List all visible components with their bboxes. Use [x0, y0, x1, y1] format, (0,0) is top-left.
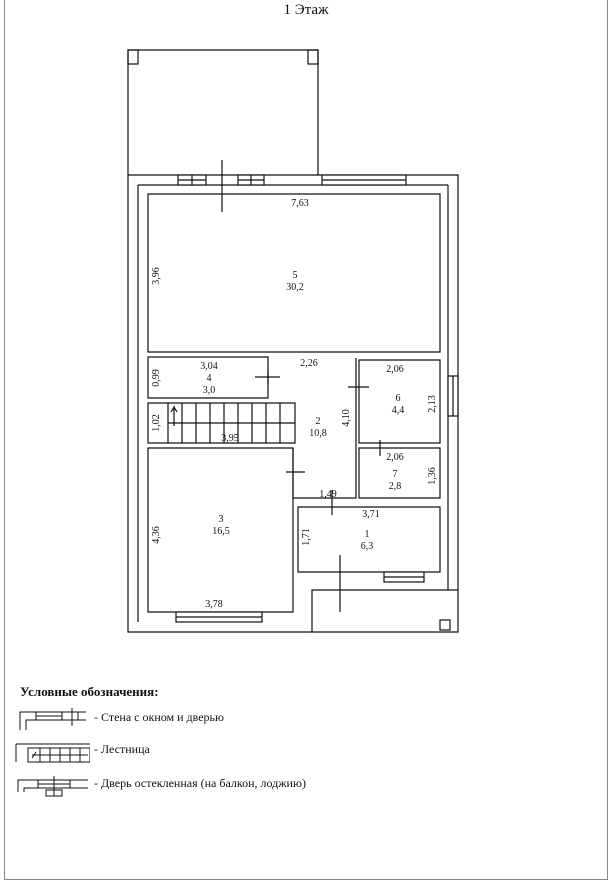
glazed-door-symbol — [14, 770, 90, 798]
room-6-number: 6 — [395, 393, 401, 404]
room-2-area: 10,8 — [309, 428, 327, 439]
dimension-label: 0,99 — [151, 369, 162, 387]
room-5-area: 30,2 — [286, 282, 304, 293]
room-2-number: 2 — [315, 416, 321, 427]
dimension-label: 2,13 — [427, 395, 438, 413]
dimension-label: 3,96 — [151, 267, 162, 285]
legend-item-glazed-door — [14, 770, 306, 798]
window-room-6 — [448, 376, 458, 416]
dimension-label: 3,71 — [362, 509, 380, 520]
window-top-left — [178, 175, 206, 185]
room-4-area: 3,0 — [202, 385, 216, 396]
room-6-area: 4,4 — [391, 405, 405, 416]
terrace — [128, 50, 318, 175]
dimension-label: 4,36 — [151, 526, 162, 544]
legend-title: Условные обозначения: — [20, 684, 159, 699]
legend-item-wall — [14, 704, 224, 732]
room-1-area: 6,3 — [360, 541, 374, 552]
window-top-right — [322, 175, 406, 185]
legend-item-stair — [14, 736, 150, 764]
room-4-number: 4 — [206, 373, 212, 384]
floor-title: 1 Этаж — [283, 2, 329, 18]
dimension-label: 2,06 — [386, 364, 404, 375]
entrance-porch — [312, 590, 458, 632]
window-top-middle — [238, 175, 264, 185]
dimension-label: 1,36 — [427, 467, 438, 485]
room-3-area: 16,5 — [212, 526, 230, 537]
dimension-label: 1,49 — [319, 489, 337, 500]
wall-window-door-symbol — [14, 704, 90, 732]
window-room-1 — [384, 572, 424, 582]
dimension-label: 2,26 — [300, 358, 318, 369]
porch-post — [440, 620, 450, 630]
dimension-label: 1,02 — [151, 414, 162, 432]
room-7-area: 2,8 — [388, 481, 402, 492]
legend-label-glazed-door: - Дверь остекленная (на балкон, лоджию) — [94, 776, 306, 790]
room-3-number: 3 — [218, 514, 224, 525]
dimension-label: 4,10 — [341, 409, 352, 427]
dimension-label: 7,63 — [291, 198, 309, 209]
window-room-3 — [176, 612, 262, 622]
dimension-label: 1,71 — [301, 528, 312, 546]
dimension-label: 2,06 — [386, 452, 404, 463]
room-7-number: 7 — [392, 469, 398, 480]
dimension-label: 3,04 — [200, 361, 218, 372]
dimension-label: 3,78 — [205, 599, 223, 610]
legend-label-wall: - Стена с окном и дверью — [94, 710, 224, 724]
room-1-number: 1 — [364, 529, 370, 540]
legend-label-stair: - Лестница — [94, 742, 150, 756]
dimension-label: 3,95 — [221, 433, 239, 444]
room-5-number: 5 — [292, 270, 298, 281]
stair-symbol — [14, 736, 90, 764]
